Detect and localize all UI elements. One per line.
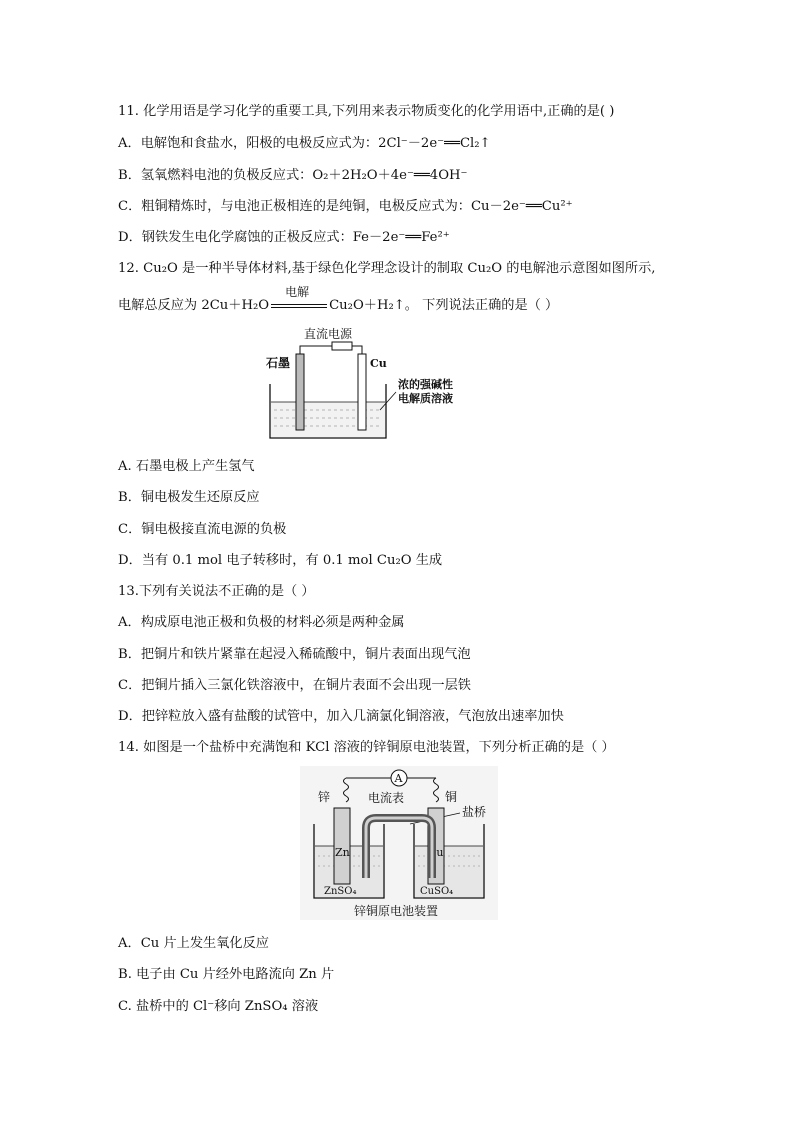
q12-eq-arrow [271, 285, 327, 316]
q12-electrolysis-figure [262, 326, 482, 442]
q12-equation-line [118, 285, 559, 316]
q13-option-c: C．把铜片插入三氯化铁溶液中，在铜片表面不会出现一层铁 [118, 678, 471, 693]
q11-option-b: B．氢氧燃料电池的负极反应式：O₂＋2H₂O＋4e⁻══4OH⁻ [118, 168, 468, 183]
salt-bridge-label: 盐桥 [462, 805, 487, 819]
q12-eq-suffix: Cu₂O＋H₂↑。 下列说法正确的是（ ） [329, 298, 559, 313]
q14-option-c: C. 盐桥中的 Cl⁻移向 ZnSO₄ 溶液 [118, 999, 319, 1014]
q13-option-b: B．把铜片和铁片紧靠在起浸入稀硫酸中，铜片表面出现气泡 [118, 647, 471, 662]
left-solution-label: ZnSO₄ [324, 886, 357, 897]
q14-option-b: B. 电子由 Cu 片经外电路流向 Zn 片 [118, 967, 335, 982]
q13-stem: 13.下列有关说法不正确的是（ ） [118, 584, 315, 599]
q12-eq-prefix: 电解总反应为 2Cu＋H₂O [118, 298, 270, 313]
q11-option-c: C．粗铜精炼时，与电池正极相连的是纯铜，电极反应式为：Cu－2e⁻══Cu²⁺ [118, 199, 573, 214]
figure-caption: 锌铜原电池装置 [354, 904, 439, 918]
power-source-label: 直流电源 [304, 327, 353, 341]
q12-option-a: A. 石墨电极上产生氢气 [118, 459, 255, 474]
right-solution-label: CuSO₄ [420, 886, 454, 897]
cu-label: Cu [370, 357, 387, 370]
zn-electrode-label: Zn [335, 846, 350, 859]
q14-option-a: A．Cu 片上发生氧化反应 [118, 936, 269, 951]
ammeter-label: 电流表 [368, 791, 405, 805]
q13-option-a: A．构成原电池正极和负极的材料必须是两种金属 [118, 615, 405, 630]
cu-electrode [358, 354, 366, 430]
solution-label-2: 电解质溶液 [398, 392, 453, 405]
ammeter-symbol: A [394, 772, 403, 785]
q12-eq-condition: 电解 [285, 285, 310, 299]
copper-label: 铜 [445, 790, 458, 804]
q12-option-d: D．当有 0.1 mol 电子转移时，有 0.1 mol Cu₂O 生成 [118, 553, 443, 568]
q12-option-b: B．铜电极发生还原反应 [118, 490, 260, 505]
zinc-label: 锌 [318, 790, 331, 804]
q11-stem: 11. 化学用语是学习化学的重要工具,下列用来表示物质变化的化学用语中,正确的是( ) [118, 104, 615, 119]
q13-option-d: D．把锌粒放入盛有盐酸的试管中，加入几滴氯化铜溶液，气泡放出速率加快 [118, 709, 564, 724]
q14-stem: 14. 如图是一个盐桥中充满饱和 KCl 溶液的锌铜原电池装置，下列分析正确的是（ ） [118, 740, 615, 755]
q11-option-d: D．钢铁发生电化学腐蚀的正极反应式：Fe－2e⁻══Fe²⁺ [118, 230, 450, 245]
q14-galvanic-cell-figure [300, 766, 498, 920]
q12-option-c: C．铜电极接直流电源的负极 [118, 522, 287, 537]
q12-stem: 12. Cu₂O 是一种半导体材料,基于绿色化学理念设计的制取 Cu₂O 的电解池示意图如图所示, [118, 261, 656, 276]
q11-option-a: A．电解饱和食盐水，阳极的电极反应式为：2Cl⁻－2e⁻══Cl₂↑ [118, 136, 491, 151]
graphite-label: 石墨 [266, 356, 291, 370]
power-source-box [332, 342, 352, 350]
solution-label-1: 浓的强碱性 [398, 378, 453, 391]
graphite-electrode [296, 354, 304, 430]
cu-electrode-label: Cu [428, 846, 444, 859]
